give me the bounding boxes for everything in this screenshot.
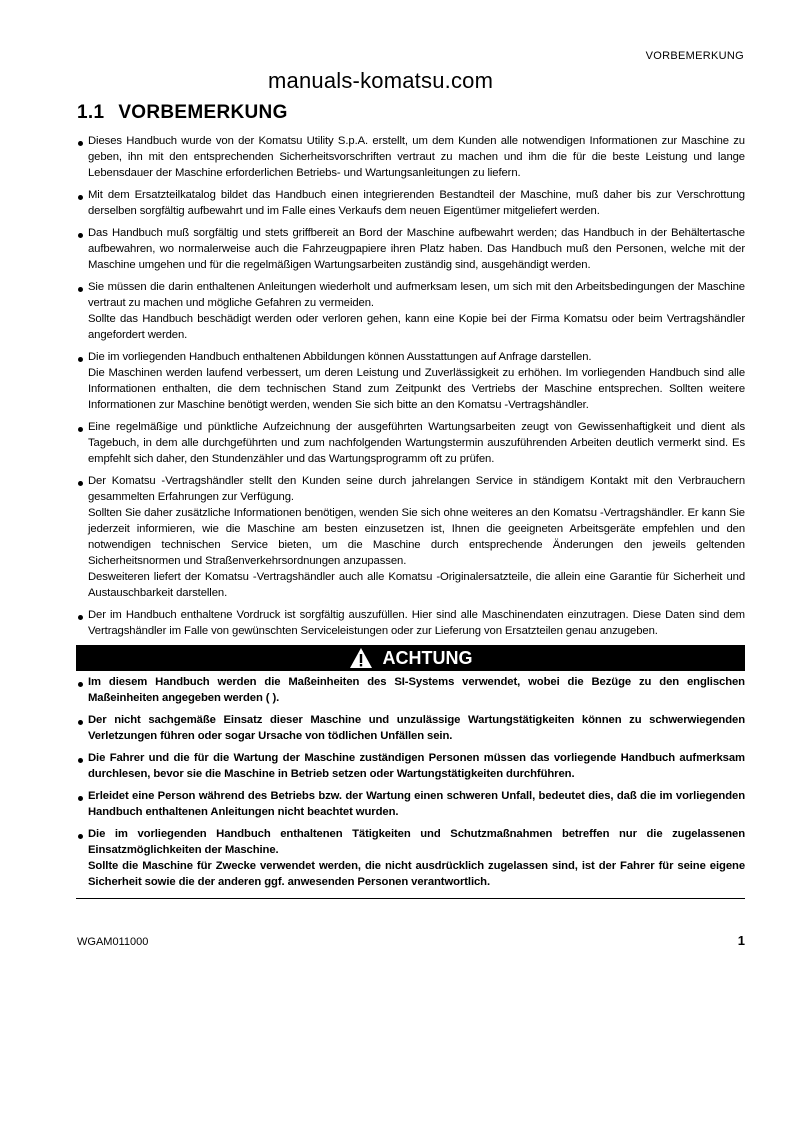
- achtung-banner: [76, 645, 745, 671]
- warning-list: [77, 674, 745, 890]
- section-number: 1.1: [77, 102, 105, 123]
- warning-triangle-icon: [349, 647, 373, 669]
- paragraph-text: Der Komatsu -Vertragshändler stellt den Kunden seine durch jahrelangen Service in ständigem Kontakt mit den Verbrauchern gesammelten Erfahrungen zur Verfügung.: [88, 475, 745, 503]
- paragraph-text: Der nicht sachgemäße Einsatz dieser Maschine und unzulässige Wartungstätigkeiten können zu schwerwiegenden Verletzungen führen oder sogar Ursache von tödlichen Unfällen sein.: [88, 714, 745, 742]
- section-title-text: VORBEMERKUNG: [118, 102, 288, 123]
- paragraph-text: Das Handbuch muß sorgfältig und stets griffbereit an Bord der Maschine aufbewahrt werden; das Handbuch in der Behältertasche aufbewahren, wo normalerweise auch die Fahrzeugpapiere ihren Platz haben. Das Handbuch muß den Personen, welche mit der Maschine umgehen und für die regelmäßigen Wartungsarbeiten zuständig sind, ausgehändigt werden.: [88, 227, 745, 271]
- running-header: VORBEMERKUNG: [645, 50, 744, 62]
- warning-item: [77, 788, 745, 820]
- paragraph-text: Dieses Handbuch wurde von der Komatsu Utility S.p.A. erstellt, um dem Kunden alle notwendigen Informationen zur Maschine zu geben, ihn mit den entsprechenden Sicherheitsvorschriften vertraut zu machen und ihm die für die beste Leistung und lange Lebensdauer der Maschine erforderlichen Betriebs- und Wartungsanleitungen zu liefern.: [88, 135, 745, 179]
- paragraph-text: Die Maschinen werden laufend verbessert, um deren Leistung und Zuverlässigkeit zu erhöhen. Im vorliegenden Handbuch sind alle Informationen enthalten, die dem technischen Stand zum Zeitpunkt des Vertriebs der Maschine entsprechen. Sollten weitere Informationen zur Maschine benötigt werden, wenden Sie sich bitte an den Komatsu -Vertragshändler.: [88, 367, 745, 411]
- bottom-divider: [76, 898, 745, 899]
- list-item: [77, 133, 745, 181]
- paragraph-text: Die im vorliegenden Handbuch enthaltenen Tätigkeiten und Schutzmaßnahmen betreffen nur die zugelassenen Einsatzmöglichkeiten der Maschine.: [88, 828, 745, 856]
- paragraph-text: Sollten Sie daher zusätzliche Informationen benötigen, wenden Sie sich ohne weiteres an den Komatsu -Vertragshändler. Er kann Sie jederzeit informieren, wie die Maschine am besten einzusetzen ist, Ihnen die geeigneten Arbeitsgeräte empfehlen und den notwendigen technischen Service bieten, um die Maschine durch entsprechende Änderungen den jeweils geltenden Sicherheitsnormen und Straßenverkehrsordnungen anzupassen.: [88, 507, 745, 567]
- paragraph-text: Der im Handbuch enthaltene Vordruck ist sorgfältig auszufüllen. Hier sind alle Maschinendaten einzutragen. Diese Daten sind dem Vertragshändler im Falle von gewünschten Serviceleistungen oder zur Lieferung von Ersatzteilen genau anzugeben.: [88, 609, 745, 637]
- list-item: [77, 225, 745, 273]
- paragraph-text: Im diesem Handbuch werden die Maßeinheiten des SI-Systems verwendet, wobei die Bezüge zu den englischen Maßeinheiten angegeben werden ( ).: [88, 676, 745, 704]
- paragraph-text: Mit dem Ersatzteilkatalog bildet das Handbuch einen integrierenden Bestandteil der Maschine, muß daher bis zur Verschrottung derselben sorgfältig aufbewahrt und im Falle eines Verkaufs dem neuen Eigentümer mitgeliefert werden.: [88, 189, 745, 217]
- watermark: manuals-komatsu.com: [268, 68, 494, 93]
- page-footer: [77, 933, 745, 948]
- list-item: [77, 187, 745, 219]
- section-title: [77, 101, 745, 125]
- achtung-label: ACHTUNG: [382, 647, 473, 668]
- warning-item: [77, 826, 745, 890]
- warning-item: [77, 712, 745, 744]
- list-item: [77, 349, 745, 413]
- list-item: [77, 419, 745, 467]
- list-item: [77, 473, 745, 601]
- document-code: WGAM011000: [77, 936, 149, 948]
- warning-item: [77, 750, 745, 782]
- list-item: [77, 279, 745, 343]
- paragraph-text: Eine regelmäßige und pünktliche Aufzeichnung der ausgeführten Wartungsarbeiten zeugt von Gewissenhaftigkeit und dient als Tagebuch, in dem alle durchgeführten und zum nachfolgenden Wartungstermin auszuführenden Arbeiten deutlich vermerkt sind. Es empfehlt sich daher, den Stundenzähler und das Wartungsprogramm oft zu prüfen.: [88, 421, 745, 465]
- paragraph-text: Sollte das Handbuch beschädigt werden oder verloren gehen, kann eine Kopie bei der Firma Komatsu oder beim Vertragshändler angefordert werden.: [88, 313, 745, 341]
- paragraph-text: Die Fahrer und die für die Wartung der Maschine zuständigen Personen müssen das vorliegende Handbuch aufmerksam durchlesen, bevor sie die Maschine in Betrieb setzen oder Wartungstätigkeiten durchführen.: [88, 752, 745, 780]
- intro-list: [77, 133, 745, 639]
- list-item: [77, 607, 745, 639]
- paragraph-text: Die im vorliegenden Handbuch enthaltenen Abbildungen können Ausstattungen auf Anfrage darstellen.: [88, 351, 592, 363]
- paragraph-text: Desweiteren liefert der Komatsu -Vertragshändler auch alle Komatsu -Originalersatzteile, die allein eine Garantie für Sicherheit und Austauschbarkeit darstellen.: [88, 571, 745, 599]
- warning-item: [77, 674, 745, 706]
- page-number: 1: [737, 933, 745, 948]
- paragraph-text: Sollte die Maschine für Zwecke verwendet werden, die nicht ausdrücklich zugelassen sind, ist der Fahrer für seine eigene Sicherheit sowie die der anderen ggf. anwesenden Personen verantwortlich.: [88, 860, 745, 888]
- paragraph-text: Sie müssen die darin enthaltenen Anleitungen wiederholt und aufmerksam lesen, um sich mit den Arbeitsbedingungen der Maschine vertraut zu machen und mögliche Gefahren zu vermeiden.: [88, 281, 745, 309]
- paragraph-text: Erleidet eine Person während des Betriebs bzw. der Wartung einen schweren Unfall, bedeutet dies, daß die im vorliegenden Handbuch enthaltenen Anleitungen nicht beachtet wurden.: [88, 790, 745, 818]
